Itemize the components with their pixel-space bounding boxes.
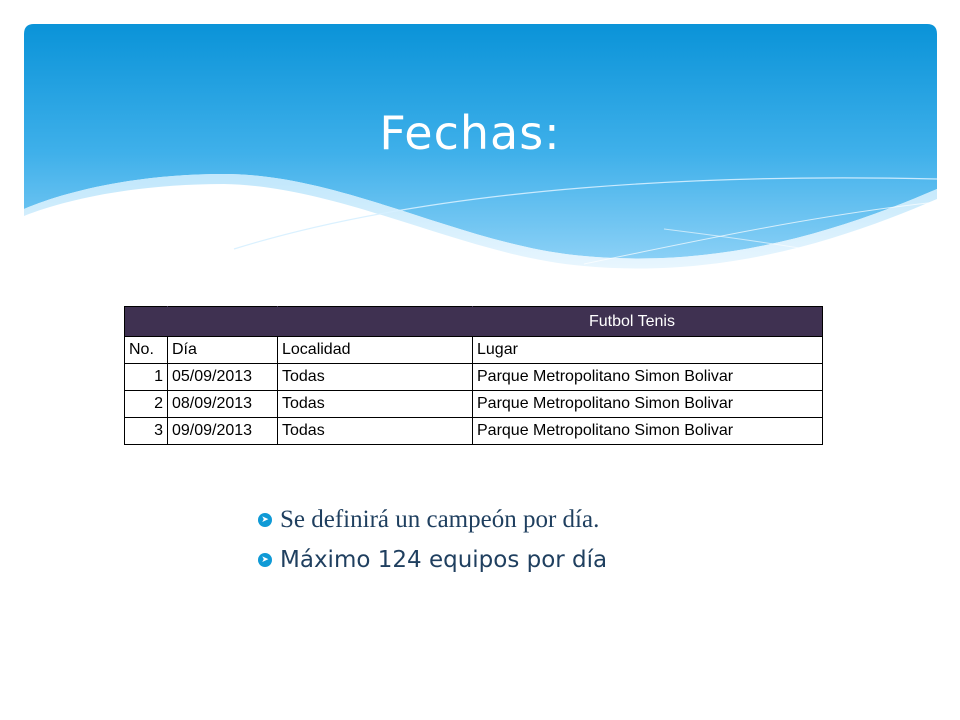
bullet-item [258,540,607,580]
table-banner-title [473,307,823,337]
cell-localidad: Todas [278,364,473,391]
bullet-text: Se definirá un campeón por día. [280,506,600,533]
cell-localidad: Todas [278,391,473,418]
arrow-circle-right-icon: ➤ [258,513,272,527]
header-cell-no: No. [125,337,168,364]
table-row [125,391,823,418]
table-banner-row [125,307,823,337]
banner-cell-blank [125,307,168,337]
header-cell-dia: Día [168,337,278,364]
header-cell-localidad: Localidad [278,337,473,364]
table-row [125,364,823,391]
cell-lugar: Parque Metropolitano Simon Bolivar [473,364,823,391]
banner-cell-blank [278,307,473,337]
slide-title: Fechas: [379,106,561,160]
header-cell-lugar: Lugar [473,337,823,364]
bullet-list [258,500,607,580]
cell-no: 3 [125,418,168,445]
schedule-table [124,306,823,445]
arrow-circle-right-icon: ➤ [258,553,272,567]
bullet-item [258,500,607,540]
cell-lugar: Parque Metropolitano Simon Bolivar [473,418,823,445]
table-header-row [125,337,823,364]
table-banner-label: Futbol Tenis [589,312,675,330]
cell-dia: 05/09/2013 [168,364,278,391]
banner-cell-blank [168,307,278,337]
table-row [125,418,823,445]
cell-dia: 08/09/2013 [168,391,278,418]
cell-dia: 09/09/2013 [168,418,278,445]
cell-no: 2 [125,391,168,418]
bullet-text: Máximo 124 equipos por día [280,547,608,573]
cell-lugar: Parque Metropolitano Simon Bolivar [473,391,823,418]
cell-no: 1 [125,364,168,391]
cell-localidad: Todas [278,418,473,445]
